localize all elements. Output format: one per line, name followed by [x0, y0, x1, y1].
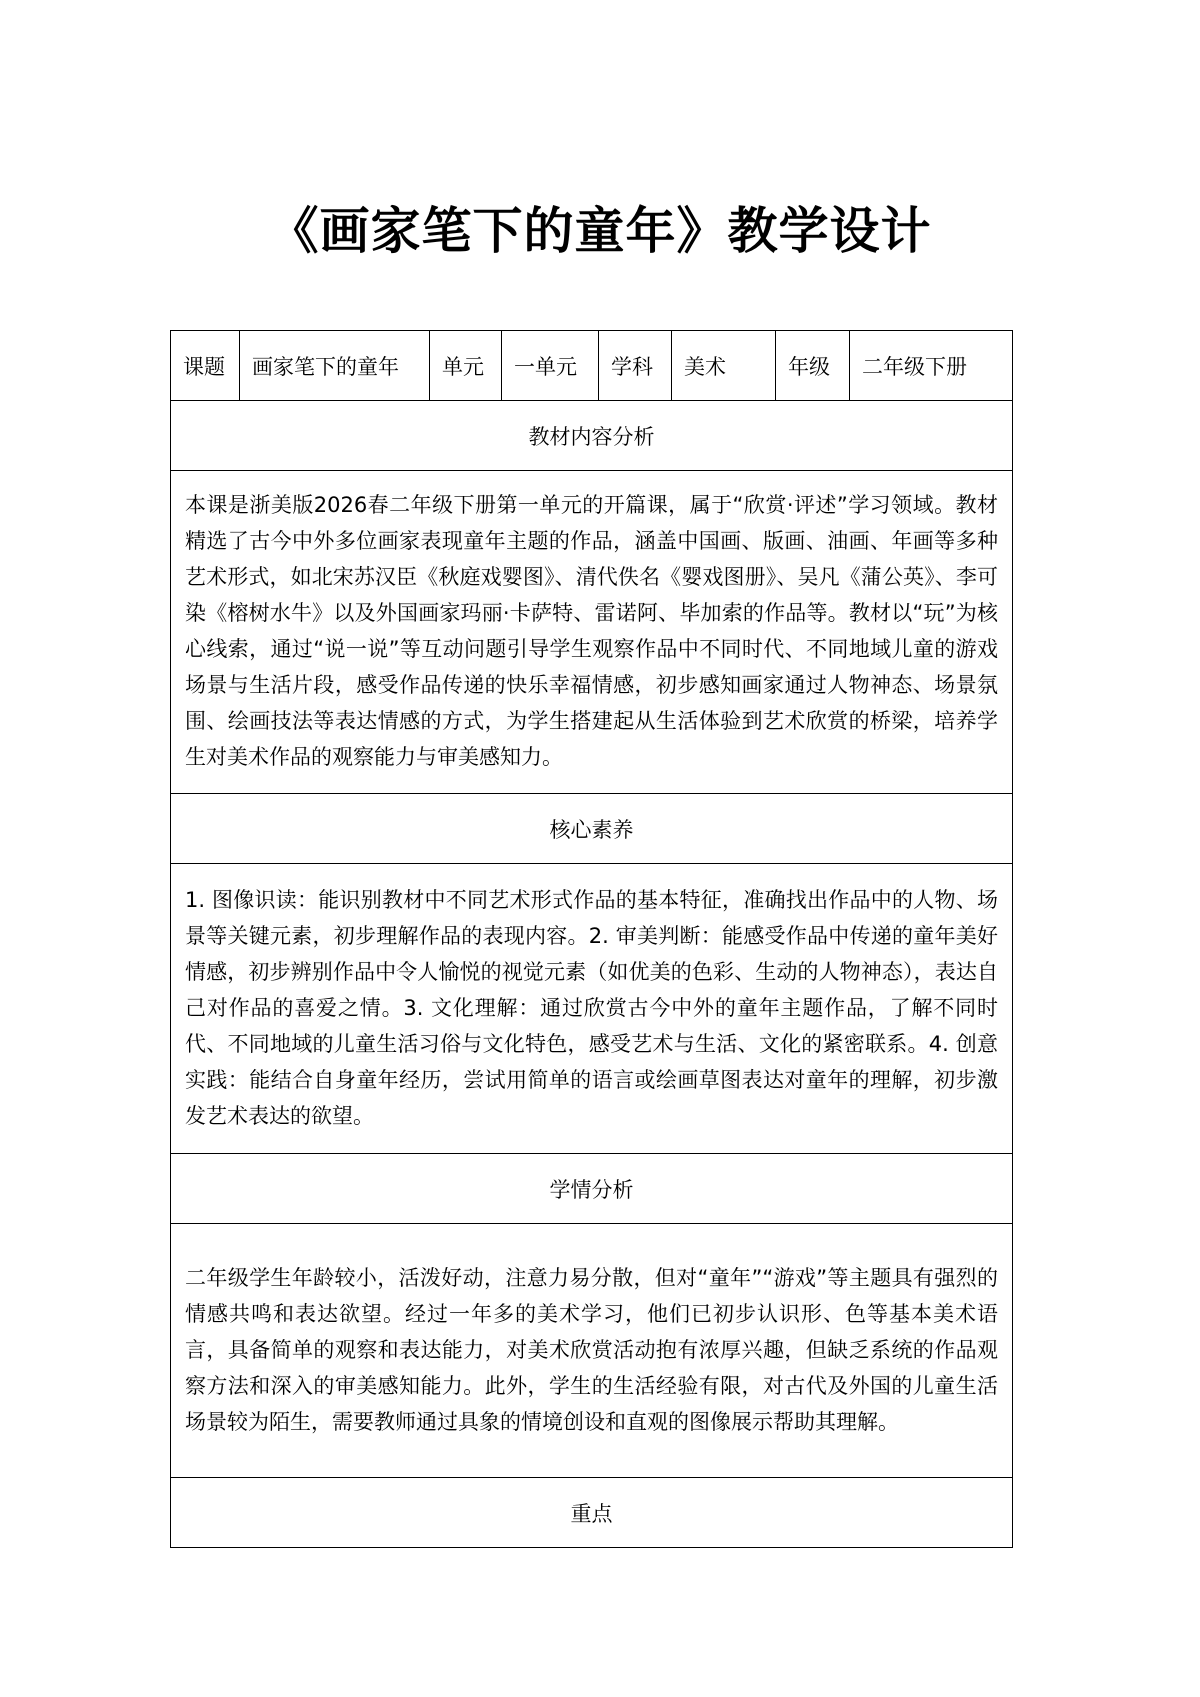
page-title: 《画家笔下的童年》教学设计	[268, 202, 932, 260]
section-content-core-literacy: 1. 图像识读：能识别教材中不同艺术形式作品的基本特征，准确找出作品中的人物、场景等关键元素，初步理解作品的表现内容。2. 审美判断：能感受作品中传递的童年美好情感，初步辨别作品中令人愉悦的视觉元素（如优美的色彩、生动的人物神态），表达自己对作品的喜爱之情。3. 文化理解：通过欣赏古今中外的童年主题作品，了解不同时代、不同地域的儿童生活习俗与文化特色，感受艺术与生活、文化的紧密联系。4. 创意实践：能结合自身童年经历，尝试用简单的语言或绘画草图表达对童年的理解，初步激发艺术表达的欲望。	[171, 864, 1013, 1154]
section-content-learner-analysis: 二年级学生年龄较小，活泼好动，注意力易分散，但对“童年”“游戏”等主题具有强烈的情感共鸣和表达欲望。经过一年多的美术学习，他们已初步认识形、色等基本美术语言，具备简单的观察和表达能力，对美术欣赏活动抱有浓厚兴趣，但缺乏系统的作品观察方法和深入的审美感知能力。此外，学生的生活经验有限，对古代及外国的儿童生活场景较为陌生，需要教师通过具象的情境创设和直观的图像展示帮助其理解。	[171, 1224, 1013, 1478]
section-body-row	[171, 471, 1013, 794]
topic-value: 画家笔下的童年	[240, 331, 430, 401]
unit-label: 单元	[430, 331, 502, 401]
section-heading-textbook-analysis: 教材内容分析	[171, 401, 1013, 471]
section-heading-core-literacy: 核心素养	[171, 794, 1013, 864]
section-header-row	[171, 1478, 1013, 1548]
subject-label: 学科	[599, 331, 672, 401]
info-row	[171, 331, 1013, 401]
grade-label: 年级	[776, 331, 850, 401]
topic-label: 课题	[171, 331, 240, 401]
section-header-row	[171, 794, 1013, 864]
section-content-textbook-analysis: 本课是浙美版2026春二年级下册第一单元的开篇课，属于“欣赏·评述”学习领域。教材精选了古今中外多位画家表现童年主题的作品，涵盖中国画、版画、油画、年画等多种艺术形式，如北宋苏汉臣《秋庭戏婴图》、清代佚名《婴戏图册》、吴凡《蒲公英》、李可染《榕树水牛》以及外国画家玛丽·卡萨特、雷诺阿、毕加索的作品等。教材以“玩”为核心线索，通过“说一说”等互动问题引导学生观察作品中不同时代、不同地域儿童的游戏场景与生活片段，感受作品传递的快乐幸福情感，初步感知画家通过人物神态、场景氛围、绘画技法等表达情感的方式，为学生搭建起从生活体验到艺术欣赏的桥梁，培养学生对美术作品的观察能力与审美感知力。	[171, 471, 1013, 794]
unit-value: 一单元	[502, 331, 599, 401]
lesson-design-table	[170, 330, 1013, 1548]
section-body-row	[171, 864, 1013, 1154]
section-body-row	[171, 1224, 1013, 1478]
subject-value: 美术	[672, 331, 776, 401]
grade-value: 二年级下册	[850, 331, 1013, 401]
section-heading-key-points: 重点	[171, 1478, 1013, 1548]
section-header-row	[171, 401, 1013, 471]
section-heading-learner-analysis: 学情分析	[171, 1154, 1013, 1224]
section-header-row	[171, 1154, 1013, 1224]
